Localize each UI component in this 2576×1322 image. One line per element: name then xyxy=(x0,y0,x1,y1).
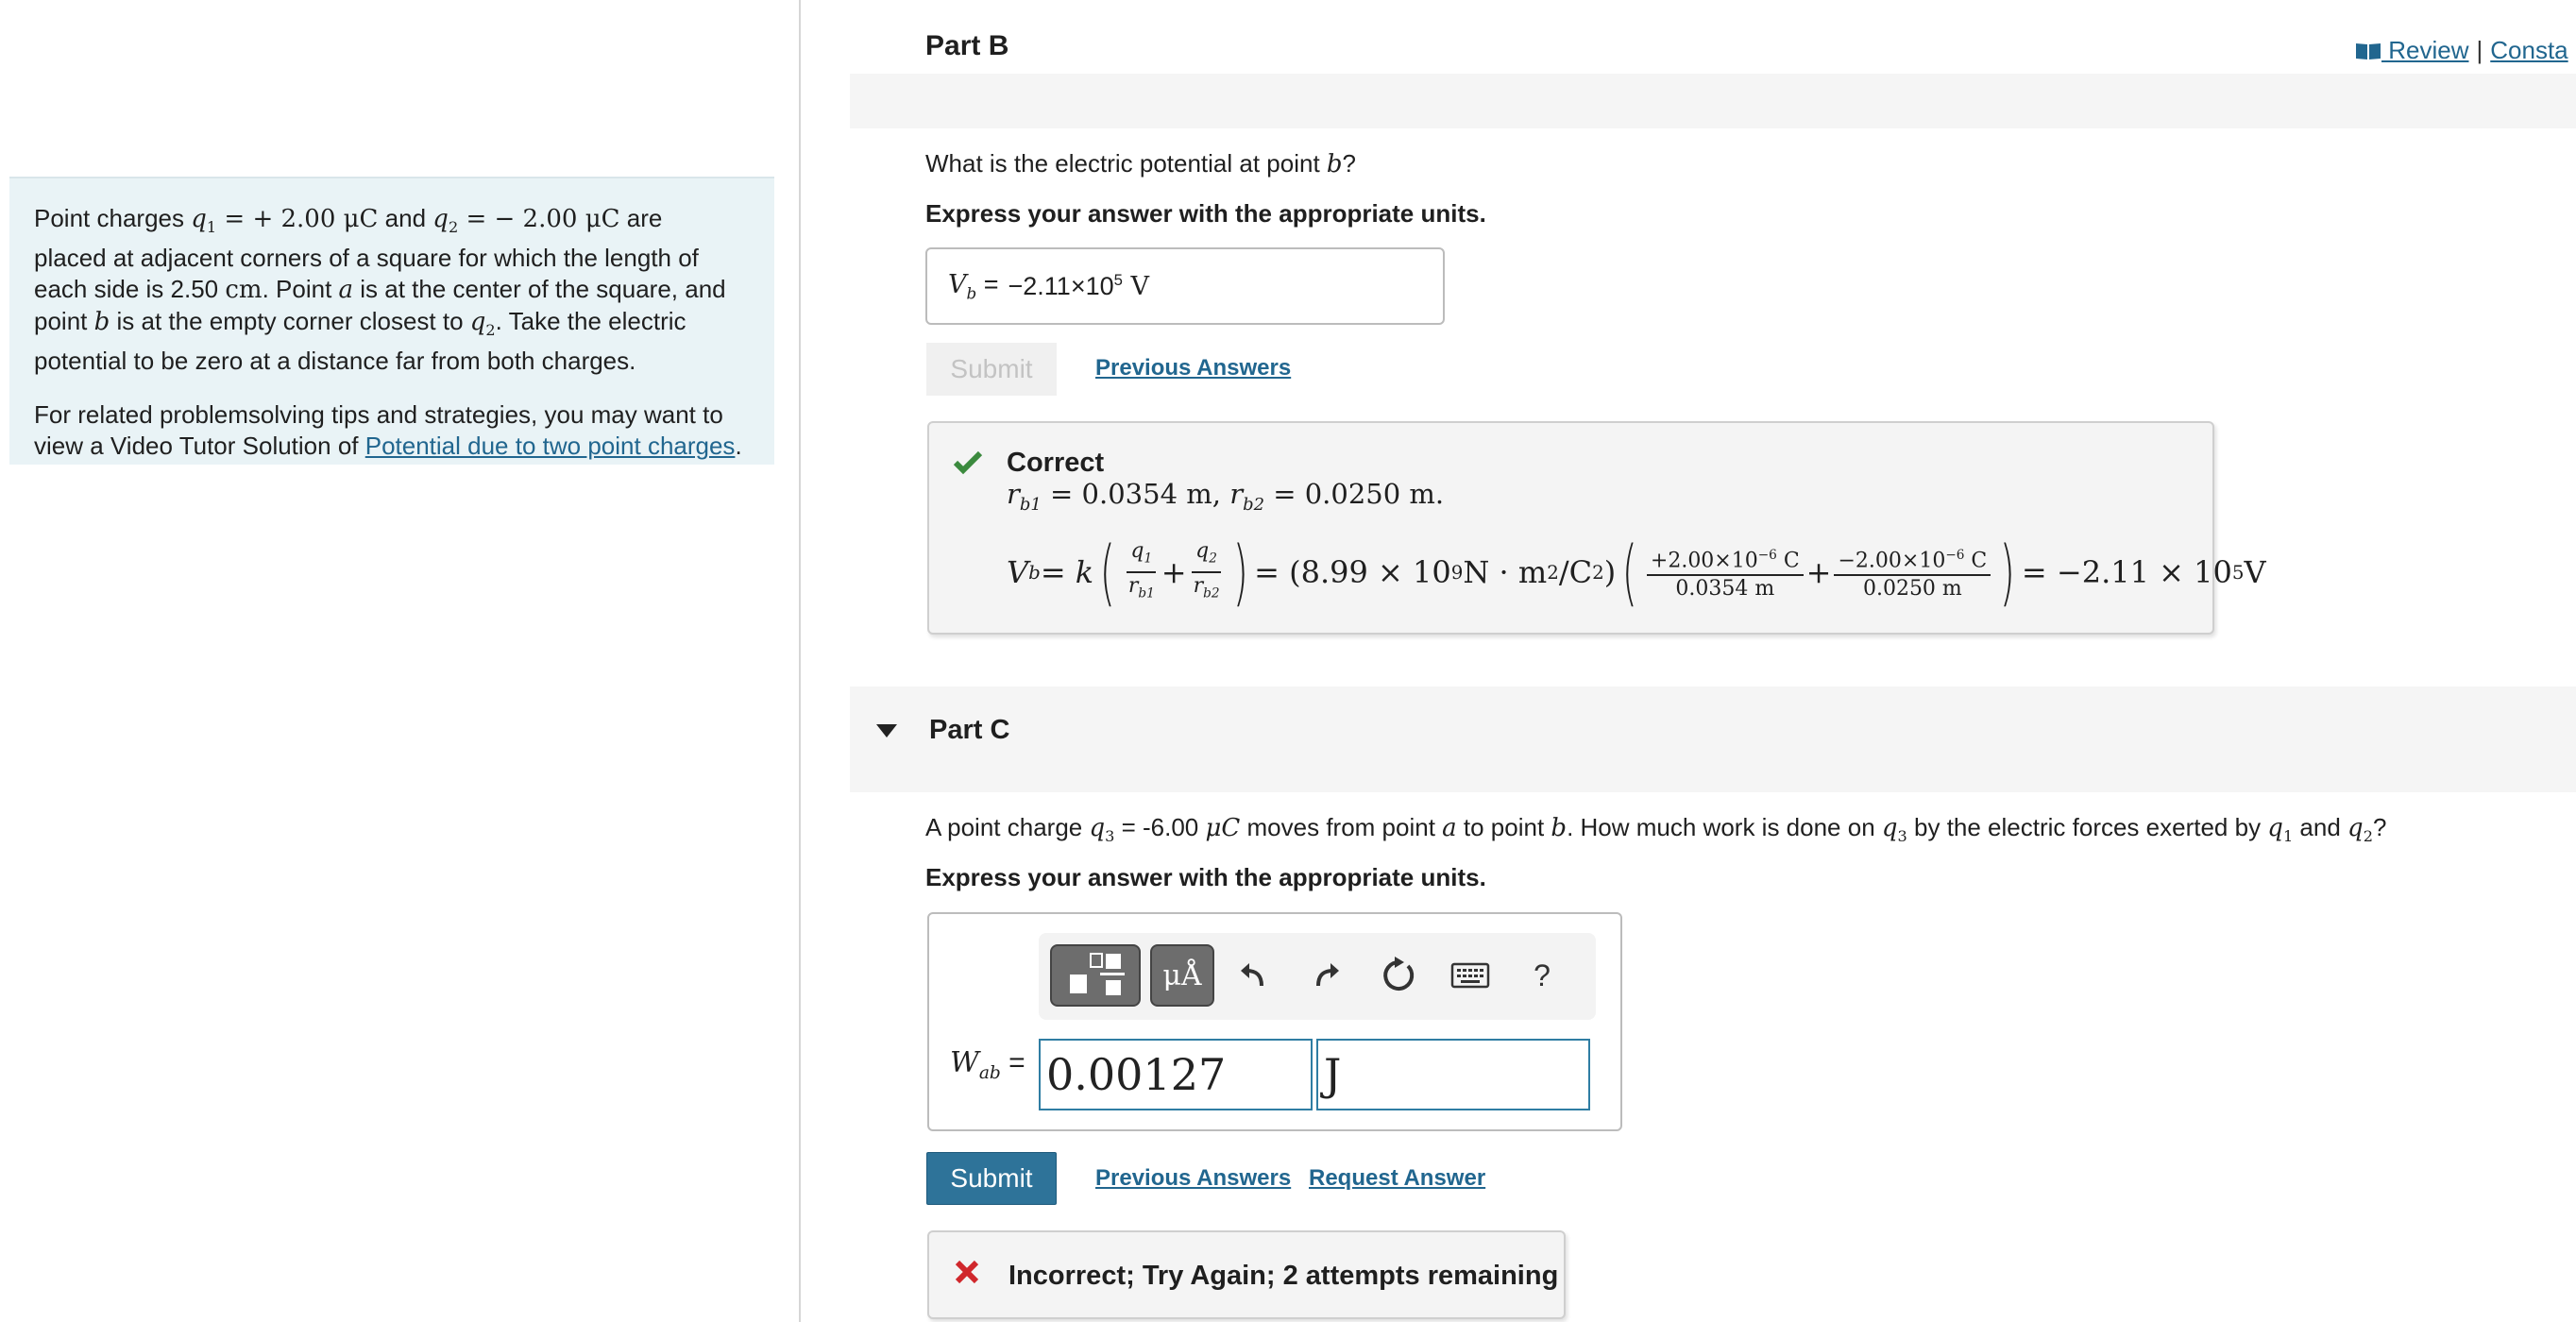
part-c-title: Part C xyxy=(929,715,1010,745)
redo-icon[interactable] xyxy=(1305,954,1348,997)
request-answer-link[interactable]: Request Answer xyxy=(1309,1165,1486,1191)
part-b-question: What is the electric potential at point b? xyxy=(925,149,1357,178)
wab-label: $W_{ab}$ = xyxy=(950,1046,1025,1083)
book-icon xyxy=(2355,38,2381,67)
part-c-submit-button[interactable]: Submit xyxy=(926,1152,1057,1205)
units-button[interactable]: μÅ xyxy=(1150,944,1214,1007)
problem-statement-panel xyxy=(9,177,774,465)
part-c-previous-answers-link[interactable]: Previous Answers xyxy=(1095,1165,1292,1191)
part-b-title: Part B xyxy=(925,30,1009,61)
feedback-status: Correct xyxy=(1007,448,1105,478)
templates-button[interactable] xyxy=(1050,944,1141,1007)
value-input[interactable]: 0.00127 xyxy=(1039,1039,1313,1110)
video-tutor-link[interactable]: Potential due to two point charges xyxy=(364,432,736,461)
part-b-instruction: Express your answer with the appropriate units. xyxy=(925,199,1486,228)
part-b-header-bar xyxy=(850,74,2576,128)
undo-icon[interactable] xyxy=(1231,954,1275,997)
problem-paragraph: Point charges $q_1$ = + 2.00 μC and $q_2$ = − 2.00 μC are placed at adjacent corners of a square for which the length of each side is 2.50 cm. Point a is at the center of the square, and point b is at the empty corner closest to $q_2$. Take the electric potential to be zero at a distance far from both charges. xyxy=(34,204,726,376)
incorrect-x-icon xyxy=(954,1259,980,1290)
top-links xyxy=(2355,36,2568,67)
checkmark-icon xyxy=(954,449,982,479)
collapse-triangle-icon[interactable] xyxy=(876,724,897,737)
part-c-instruction: Express your answer with the appropriate units. xyxy=(925,863,1486,891)
part-b-feedback-correct xyxy=(927,421,2266,635)
incorrect-message: Incorrect; Try Again; 2 attempts remaining xyxy=(1008,1261,1559,1291)
reset-icon[interactable] xyxy=(1377,954,1420,997)
unit-input[interactable]: J xyxy=(1316,1039,1590,1110)
part-b-submit-button[interactable]: Submit xyxy=(926,343,1057,396)
part-b-previous-answers-link[interactable]: Previous Answers xyxy=(1095,355,1292,381)
separator: | xyxy=(2476,36,2483,64)
part-c-feedback-incorrect xyxy=(927,1230,1566,1319)
feedback-distances: $r_{b1} = 0.0354$ m, $r_{b2} = 0.0250$ m. xyxy=(1007,478,1445,515)
part-c-question: A point charge $q_3 = -6.00$ μC moves from point a to point b. How much work is done on $q_3$ by the electric forces exerted by $q_1$ and $q_2$? xyxy=(925,813,2387,846)
part-c-header[interactable] xyxy=(850,686,2576,792)
templates-icon xyxy=(1062,950,1128,1001)
part-c-answer-box xyxy=(927,912,1622,1131)
review-link[interactable]: Review xyxy=(2381,36,2469,64)
column-divider xyxy=(799,0,801,1322)
part-b-answer-display: $V_b$ = $-2.11\times 10^5$ V xyxy=(925,247,1445,325)
feedback-formula: V b = k ( $\frac{q_1}{r_{b1}}$ + $\frac{q_2}{r_{b2}}$ ) = (8.99 × 10 9 N · m 2 /C 2 ) ( $\frac{+2.00\times 10^{-6} C}{0.0354 m}$ + $\frac{-2.00\times 10^{-6} C}{0.0250 m}$ ) = −2.11 × 10 5 V xyxy=(1007,530,2266,614)
math-toolbar xyxy=(1039,933,1596,1020)
help-button[interactable]: ? xyxy=(1534,958,1551,992)
video-tutor-paragraph: For related problemsolving tips and strategies, you may want to view a Video Tutor Solution of Potential due to two point charges. xyxy=(34,400,742,461)
part-b-answer-value: $-2.11\times 10^5$ V xyxy=(1008,271,1150,301)
constants-link[interactable]: Consta xyxy=(2490,36,2568,64)
keyboard-icon[interactable] xyxy=(1449,954,1492,997)
